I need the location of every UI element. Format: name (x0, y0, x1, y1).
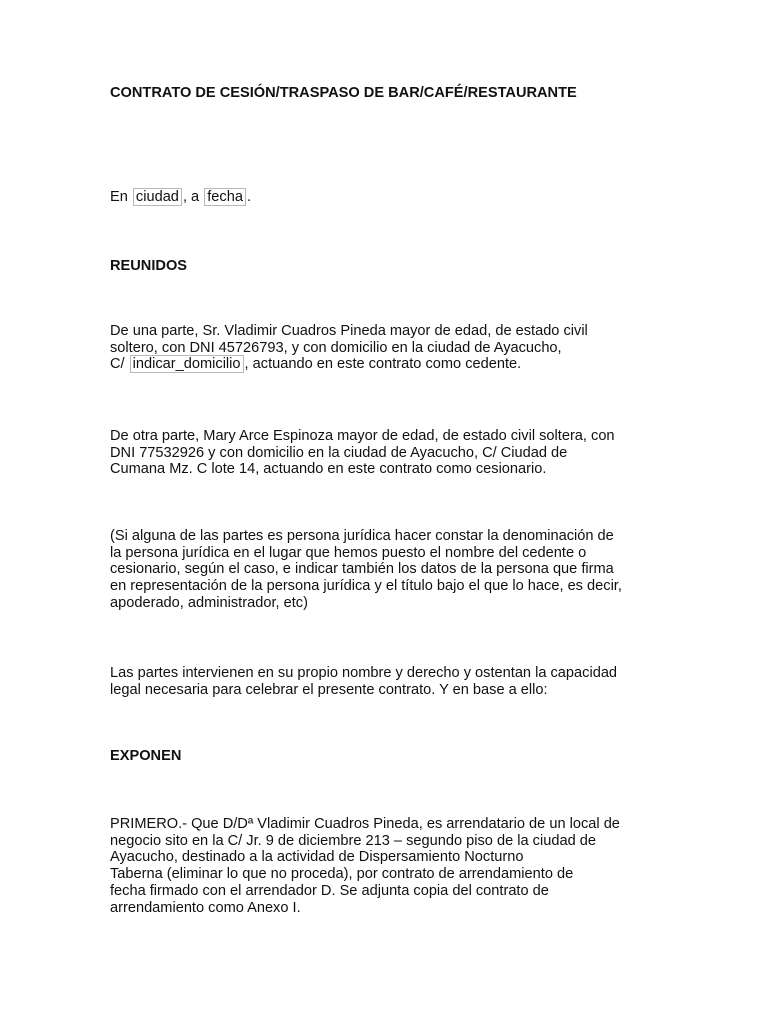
capacity-paragraph (110, 665, 670, 698)
party1-line: soltero, con DNI 45726793, y con domicilio en la ciudad de Ayacucho, (110, 339, 562, 356)
party2-paragraph (110, 428, 670, 478)
primero-line: Ayacucho, destinado a la actividad de Dispersamiento Nocturno (110, 849, 524, 866)
party1-address-prefix: C/ (110, 356, 125, 373)
primero-paragraph (110, 816, 670, 916)
document-title: CONTRATO DE CESIÓN/TRASPASO DE BAR/CAFÉ/RESTAURANTE (110, 85, 577, 101)
party1-line-address (110, 356, 670, 373)
note-line: en representación de la persona jurídica y el título bajo el que lo hace, es decir, (110, 578, 622, 595)
address-field[interactable]: indicar_domicilio (130, 355, 244, 373)
date-field[interactable]: fecha (204, 188, 246, 206)
party1-paragraph (110, 323, 670, 373)
place-date-prefix: En (110, 189, 128, 205)
primero-line: arrendamiento como Anexo I. (110, 899, 301, 916)
place-date-middle: , a (182, 189, 200, 205)
capacity-line: legal necesaria para celebrar el presente contrato. Y en base a ello: (110, 681, 548, 698)
primero-line: PRIMERO.- Que D/Dª Vladimir Cuadros Pineda, es arrendatario de un local de (110, 816, 620, 832)
party2-line: DNI 77532926 y con domicilio en la ciudad de Ayacucho, C/ Ciudad de (110, 444, 568, 461)
primero-line: fecha firmado con el arrendador D. Se adjunta copia del contrato de (110, 882, 549, 899)
note-line: la persona jurídica en el lugar que hemos puesto el nombre del cedente o (110, 544, 587, 561)
capacity-line: Las partes intervienen en su propio nombre y derecho y ostentan la capacidad (110, 665, 618, 681)
note-line: (Si alguna de las partes es persona jurídica hacer constar la denominación de (110, 528, 614, 544)
primero-line: Taberna (eliminar lo que no proceda), por contrato de arrendamiento de (110, 866, 574, 883)
exponen-heading: EXPONEN (110, 748, 182, 764)
party1-line: De una parte, Sr. Vladimir Cuadros Pineda mayor de edad, de estado civil (110, 323, 588, 339)
party2-line: Cumana Mz. C lote 14, actuando en este contrato como cesionario. (110, 461, 547, 478)
note-line: apoderado, administrador, etc) (110, 594, 308, 611)
place-date-line (110, 189, 670, 206)
city-field[interactable]: ciudad (133, 188, 182, 206)
legal-entity-note (110, 528, 670, 612)
reunidos-heading: REUNIDOS (110, 258, 188, 274)
primero-line: negocio sito en la C/ Jr. 9 de diciembre 213 – segundo piso de la ciudad de (110, 832, 596, 849)
party2-line: De otra parte, Mary Arce Espinoza mayor de edad, de estado civil soltera, con (110, 428, 615, 444)
place-date-suffix: . (246, 189, 251, 205)
party1-address-suffix: , actuando en este contrato como cedente. (244, 356, 522, 373)
note-line: cesionario, según el caso, e indicar también los datos de la persona que firma (110, 561, 614, 578)
